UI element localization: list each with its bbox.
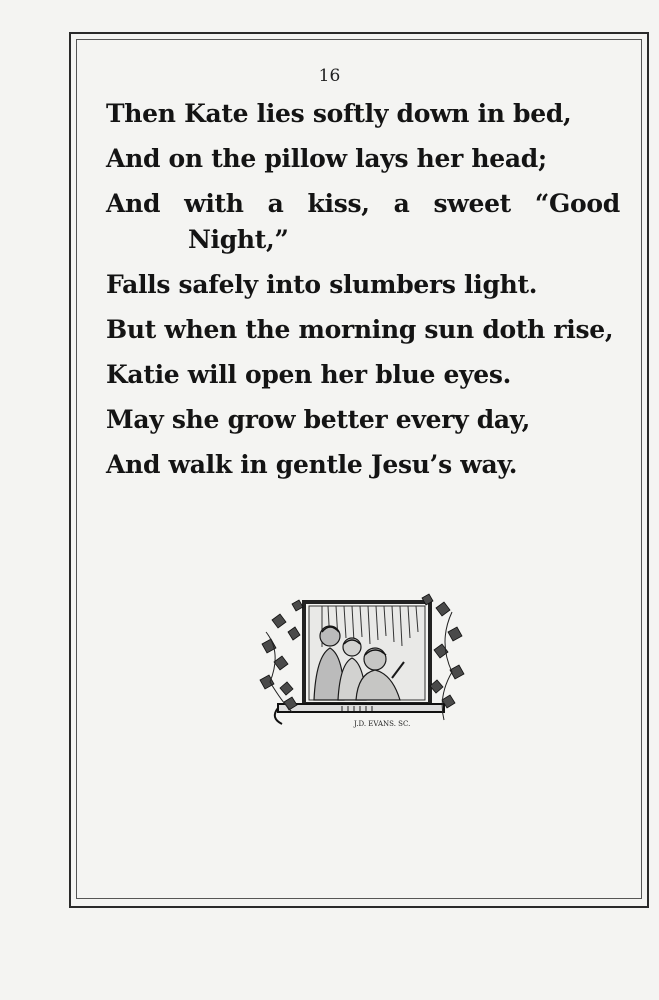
poem-line-3-word: sweet	[433, 189, 511, 218]
poem	[106, 98, 620, 494]
page-number: 16	[318, 66, 341, 86]
window-children-illustration	[252, 592, 466, 742]
poem-line-3-word: with	[184, 189, 244, 218]
poem-line-5: But when the morning sun doth rise,	[106, 315, 614, 344]
poem-line-2: And on the pillow lays her head;	[106, 144, 547, 173]
poem-line-8: And walk in gentle Jesu’s way.	[106, 450, 518, 479]
poem-line-3-continuation: Night,”	[188, 225, 289, 254]
poem-line-3-word: “Good	[534, 189, 620, 218]
poem-line-3-word: And	[106, 189, 161, 218]
poem-line-4: Falls safely into slumbers light.	[106, 270, 538, 299]
poem-line-6: Katie will open her blue eyes.	[106, 360, 512, 389]
poem-line-3-word: kiss,	[307, 189, 370, 218]
engraver-signature: J.D. EVANS. SC.	[354, 720, 411, 728]
poem-line-3-word: a	[393, 189, 410, 218]
poem-line-7: May she grow better every day,	[106, 405, 531, 434]
poem-line-1: Then Kate lies softly down in bed,	[106, 99, 572, 128]
poem-line-3-word: a	[267, 189, 284, 218]
